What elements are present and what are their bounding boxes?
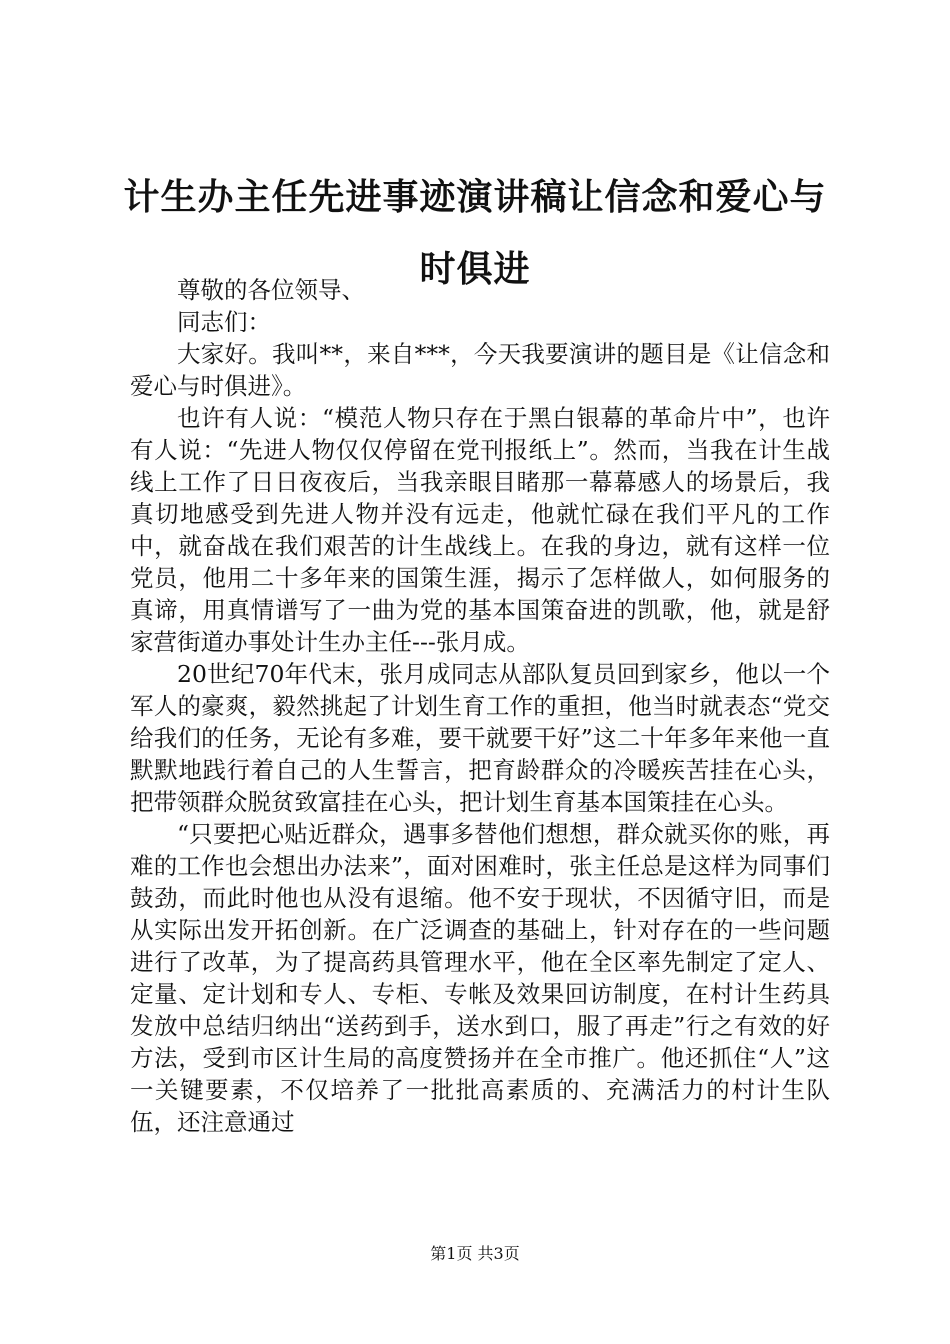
document-body xyxy=(130,274,830,1138)
body-paragraph: 也许有人说：“模范人物只存在于黑白银幕的革命片中”，也许有人说：“先进人物仅仅停留在党刊报纸上”。然而，当我在计生战线上工作了日日夜夜后，当我亲眼目睹那一幕幕感人的场景后，我真切地感受到先进人物并没有远走，他就忙碌在我们平凡的工作中，就奋战在我们艰苦的计生战线上。在我的身边，就有这样一位党员，他用二十多年来的国策生涯，揭示了怎样做人，如何服务的真谛，用真情谱写了一曲为党的基本国策奋进的凯歌，他，就是舒家营街道办事处计生办主任---张月成。 xyxy=(130,404,830,656)
salutation-line-2: 同志们： xyxy=(177,308,271,336)
document-title: 计生办主任先进事迹演讲稿让信念和爱心与时俱进 xyxy=(123,177,827,290)
body-paragraph: 大家好。我叫**，来自***，今天我要演讲的题目是《让信念和爱心与时俱进》。 xyxy=(130,340,830,400)
salutation-line-1: 尊敬的各位领导、 xyxy=(177,276,365,304)
body-paragraph: 20世纪70年代末，张月成同志从部队复员回到家乡，他以一个军人的豪爽，毅然挑起了计划生育工作的重担，他当时就表态“党交给我们的任务，无论有多难，要干就要干好”这二十年多年来他一直默默地践行着自己的人生誓言，把育龄群众的冷暖疾苦挂在心头，把带领群众脱贫致富挂在心头，把计划生育基本国策挂在心头。 xyxy=(130,660,830,816)
page-number-footer: 第1页 共3页 xyxy=(430,1244,520,1263)
body-paragraph: “只要把心贴近群众，遇事多替他们想想，群众就买你的账，再难的工作也会想出办法来”，面对困难时，张主任总是这样为同事们鼓劲，而此时他也从没有退缩。他不安于现状，不因循守旧，而是从实际出发开拓创新。在广泛调查的基础上，针对存在的一些问题进行了改革，为了提高药具管理水平，他在全区率先制定了定人、定量、定计划和专人、专柜、专帐及效果回访制度，在村计生药具发放中总结归纳出“送药到手，送水到口，服了再走”行之有效的好方法，受到市区计生局的高度赞扬并在全市推广。他还抓住“人”这一关键要素，不仅培养了一批批高素质的、充满活力的村计生队伍，还注意通过 xyxy=(130,820,830,1136)
